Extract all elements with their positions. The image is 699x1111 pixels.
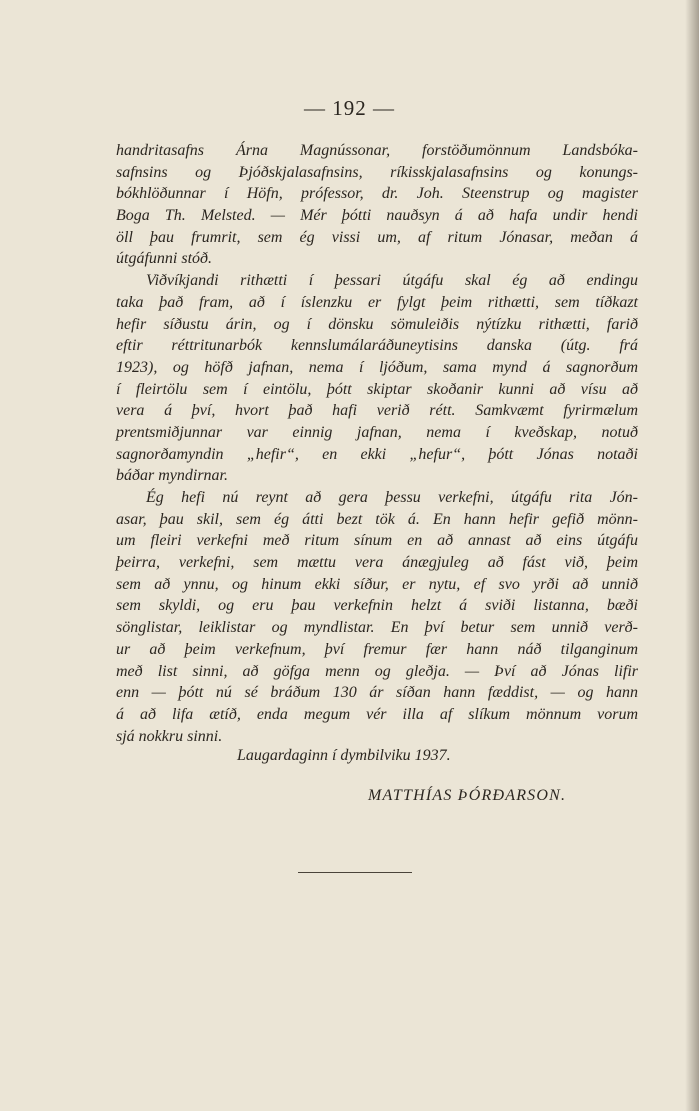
text-line: safnsins og Þjóðskjalasafnsins, ríkisskjalasafnsins og konungs- <box>116 163 638 181</box>
text-line: Boga Th. Melsted. — Mér þótti nauðsyn á að hafa undir hendi <box>116 207 638 225</box>
page-edge-shadow <box>685 0 699 1111</box>
text-line: sem að ynnu, og hinum ekki síður, er nytu, ef svo yrði að unnið <box>116 575 638 593</box>
text-line: ur að þeim verkefnum, því fremur fær hann náð tilganginum <box>116 640 638 658</box>
text-line: hefir síðustu árin, og í dönsku sömuleiðis nýtízku rithætti, farið <box>116 315 638 333</box>
horizontal-rule <box>298 872 412 873</box>
text-line: sem skyldi, og eru þau verkefnin helzt á sviði listanna, bæði <box>116 597 638 615</box>
text-line: bókhlöðunnar í Höfn, prófessor, dr. Joh. Steenstrup og magister <box>116 185 638 203</box>
body-text <box>116 140 638 747</box>
text-line: enn — þótt nú sé bráðum 130 ár síðan hann fæddist, — og hann <box>116 684 638 702</box>
text-line: sönglistar, leiklistar og myndlistar. En því betur sem unnið verð- <box>116 619 638 637</box>
page-number: — 192 — <box>304 96 395 120</box>
text-line: öll þau frumrit, sem ég vissi um, af ritum Jónasar, meðan á <box>116 228 638 246</box>
text-line: útgáfunni stóð. <box>116 250 213 268</box>
text-line: sjá nokkru sinni. <box>116 727 223 745</box>
author-signature: MATTHÍAS ÞÓRÐARSON. <box>368 787 567 804</box>
paragraph-start-line: Ég hefi nú reynt að gera þessu verkefni, útgáfu rita Jón- <box>146 489 638 506</box>
date-line: Laugardaginn í dymbilviku 1937. <box>237 747 451 764</box>
text-line: um fleiri verkefni með ritum sínum en að annast að eins útgáfu <box>116 532 638 550</box>
text-line: 1923), og höfð jafnan, nema í ljóðum, sama mynd á sagnorðum <box>116 358 638 376</box>
text-line: vera á því, hvort það hafi verið rétt. Samkvæmt fyrirmælum <box>116 402 638 420</box>
text-line: prentsmiðjunnar var einnig jafnan, nema í kveðskap, notuð <box>116 423 638 441</box>
text-line: þeirra, verkefni, sem mættu vera ánægjuleg að fást við, þeim <box>116 554 638 572</box>
text-line: asar, þau skil, sem ég átti bezt tök á. En hann hefir gefið mönn- <box>116 510 638 528</box>
text-line: báðar myndirnar. <box>116 467 229 485</box>
text-line: eftir réttritunarbók kennslumálaráðuneytisins danska (útg. frá <box>116 337 638 355</box>
text-line: á að lifa ætíð, enda megum vér illa af slíkum mönnum vorum <box>116 705 638 723</box>
text-line: taka það fram, að í íslenzku er fylgt þeim rithætti, sem tíðkazt <box>116 293 638 311</box>
text-line: með list sinni, að göfga menn og gleðja. — Því að Jónas lifir <box>116 662 638 680</box>
text-line: handritasafns Árna Magnússonar, forstöðumönnum Landsbóka- <box>116 142 638 159</box>
paragraph-start-line: Viðvíkjandi rithætti í þessari útgáfu skal ég að endingu <box>146 272 638 290</box>
text-line: sagnorðamyndin „hefir“, en ekki „hefur“, þótt Jónas notaði <box>116 445 638 463</box>
text-line: í fleirtölu sem í eintölu, þótt skiptar skoðanir kunni að vísu að <box>116 380 638 398</box>
